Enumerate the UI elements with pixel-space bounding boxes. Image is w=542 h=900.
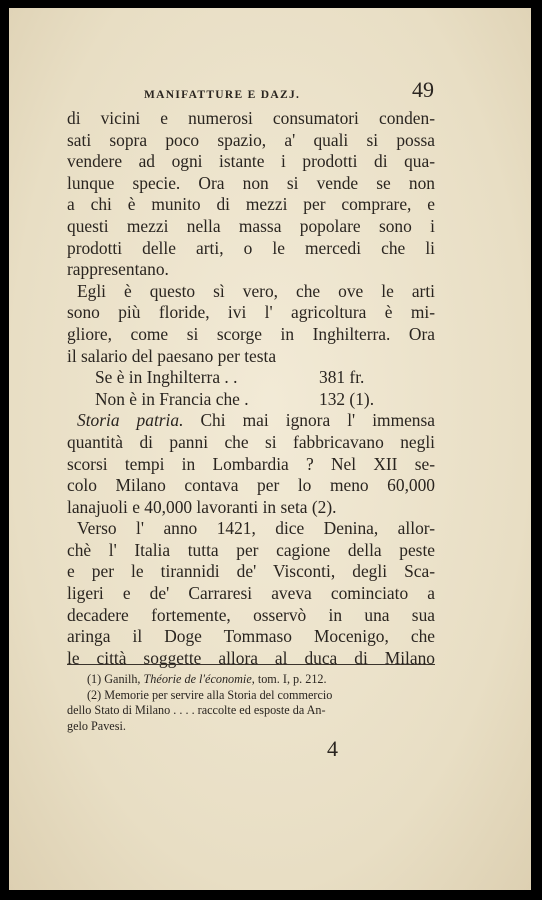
text-line: scorsi tempi in Lombardia ? Nel XII se- [67, 453, 435, 474]
text-line: di vicini e numerosi consumatori conden- [67, 108, 435, 128]
wage-value: 132 (1). [319, 388, 375, 409]
text-line: il salario del paesano per testa [67, 345, 277, 366]
text-line: ligeri e de' Carraresi aveva cominciato a [67, 583, 435, 604]
page-number: 49 [412, 77, 434, 102]
text-line: decadere fortemente, osservò in una sua [67, 604, 435, 625]
text-line: vendere ad ogni istante i prodotti di qua- [67, 151, 435, 172]
text-line: Verso l' anno 1421, dice Denina, allor- [77, 518, 435, 539]
text-line: chè l' Italia tutta per cagione della peste [67, 539, 435, 560]
section-heading: Storia patria. [77, 410, 184, 431]
text-line: quantità di panni che si fabbricavano negli [67, 431, 435, 452]
body-text [67, 108, 435, 669]
text-fragment: Chi mai ignora l' immensa [183, 410, 435, 431]
text-line: aringa il Doge Tommaso Mocenigo, che [67, 626, 435, 647]
wage-row [67, 367, 435, 389]
text-line: e per le tirannidi de' Visconti, degli Sca- [67, 561, 435, 582]
footnote-2: dello Stato di Milano . . . . raccolte ed esposte da An- [67, 703, 326, 717]
footnote-title: Théorie de l'économie [143, 672, 252, 686]
text-line: rappresentano. [67, 259, 169, 280]
text-line: lunque specie. Ora non si vende se non [67, 172, 435, 193]
text-line: sono più floride, ivi l' agricoltura è mi- [67, 302, 435, 323]
text-line: colo Milano contava per lo meno 60,000 [67, 475, 435, 496]
text-line [67, 410, 435, 432]
page-header [144, 77, 434, 107]
text-line: sati sopra poco spazio, a' quali si possa [67, 129, 435, 150]
signature-mark: 4 [327, 736, 338, 761]
footnote-2: (2) Memorie per servire alla Storia del commercio [87, 687, 333, 702]
text-line: a chi è munito di mezzi per comprare, e [67, 194, 435, 215]
text-line: le città soggette allora al duca di Milano [67, 647, 435, 668]
text-line: questi mezzi nella massa popolare sono i [67, 215, 435, 236]
wage-value: 381 fr. [319, 367, 365, 388]
footnote-divider [67, 664, 435, 665]
text-line: Egli è questo sì vero, che ove le arti [77, 280, 435, 301]
footnote-2: gelo Pavesi. [67, 718, 126, 733]
wage-row [67, 389, 435, 411]
running-title: MANIFATTURE E DAZJ. [144, 89, 301, 101]
text-line: prodotti delle arti, o le mercedi che li [67, 237, 435, 258]
text-line: lanajuoli e 40,000 lavoranti in seta (2). [67, 496, 337, 517]
footnote-text: , tom. I, p. 212. [251, 672, 327, 686]
wage-label: Non è in Francia che . [95, 388, 249, 409]
footnote-1 [67, 672, 435, 688]
footnotes [67, 672, 435, 734]
footnote-text: (1) Ganilh, [87, 672, 144, 686]
book-page [9, 8, 531, 890]
text-line: gliore, come si scorge in Inghilterra. Ora [67, 323, 435, 344]
wage-label: Se è in Inghilterra . . [95, 367, 238, 388]
